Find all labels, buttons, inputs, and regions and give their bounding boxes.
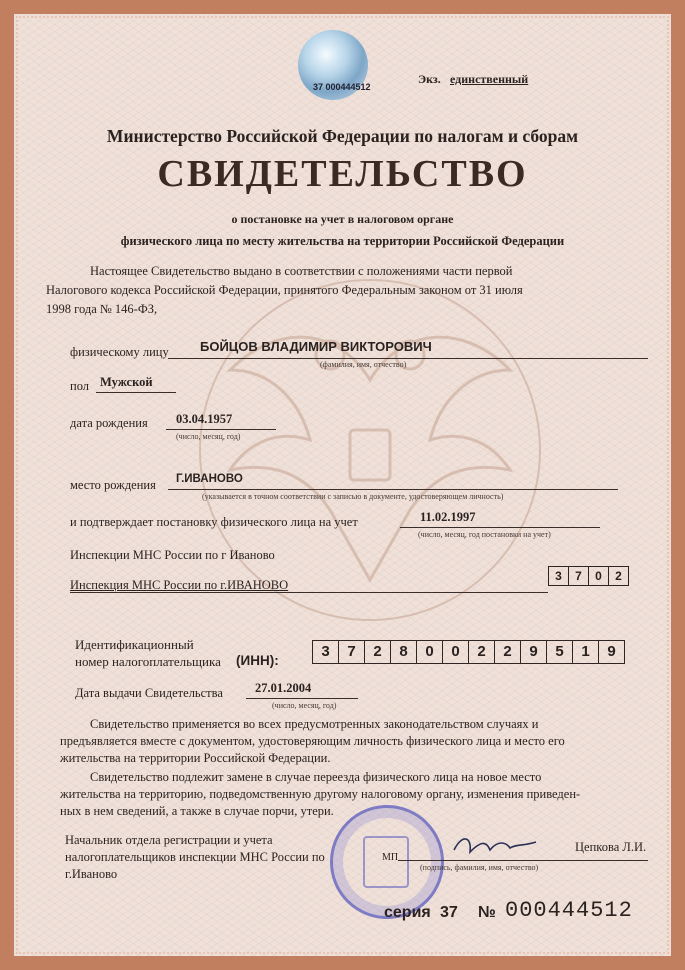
copy-value: единственный [450, 72, 529, 86]
inn-digit: 0 [443, 641, 469, 663]
inn-box [312, 640, 625, 664]
number-label: № [478, 904, 496, 921]
inn-label-3: (ИНН): [236, 653, 279, 668]
inspection-code-digit: 0 [589, 567, 609, 585]
inspection-code-box [548, 566, 629, 586]
inspection-underline [70, 592, 548, 593]
inspection-code-digit: 7 [569, 567, 589, 585]
person-label: физическому лицу [70, 345, 169, 359]
registration-value: 11.02.1997 [420, 510, 476, 524]
document-title: СВИДЕТЕЛЬСТВО [157, 153, 528, 195]
paragraph-2-line-1: Свидетельство подлежит замене в случае переезда физического лица на новое место [90, 770, 542, 784]
registration-label: и подтверждает постановку физического лица на учет [70, 515, 358, 529]
person-underline [168, 358, 648, 359]
series-label: серия [384, 904, 431, 921]
inn-digit: 3 [313, 641, 339, 663]
intro-line-2: Налогового кодекса Российской Федерации, принятого Федеральным законом от 31 июля [46, 283, 523, 297]
inspection-code-digit: 2 [615, 569, 622, 583]
inn-digit: 8 [391, 641, 417, 663]
issue-date-value: 27.01.2004 [255, 681, 312, 695]
paragraph-2-line-3: ных в нем сведений, а также в случае порчи, утери. [60, 804, 334, 818]
inn-digit: 2 [469, 641, 495, 663]
signer-line-2: налогоплательщиков инспекции МНС России по [65, 850, 325, 864]
sex-underline [96, 392, 176, 393]
issue-date-label: Дата выдачи Свидетельства [75, 686, 223, 700]
birth-date-underline [166, 429, 276, 430]
sex-value: Мужской [100, 375, 153, 389]
sex-label: пол [70, 379, 90, 393]
registration-underline [400, 527, 600, 528]
inn-digit: 2 [495, 641, 521, 663]
inn-digit: 9 [521, 641, 547, 663]
birth-place-underline [168, 489, 618, 490]
registration-caption: (число, месяц, год постановки на учет) [418, 530, 551, 539]
paragraph-1-line-2: предъявляется вместе с документом, удостоверяющим личность физического лица и место его [60, 734, 565, 748]
series-value: 37 [440, 904, 458, 921]
birth-place-caption: (указывается в точном соответствии с записью в документе, удостоверяющем личность) [202, 492, 504, 501]
birth-date-value: 03.04.1957 [176, 412, 233, 426]
inn-digit: 9 [607, 643, 616, 660]
signer-name: Цепкова Л.И. [575, 840, 647, 854]
mp-label: МП [382, 852, 399, 863]
issue-date-caption: (число, месяц, год) [272, 701, 337, 710]
person-name: БОЙЦОВ ВЛАДИМИР ВИКТОРОВИЧ [200, 339, 432, 354]
paragraph-2-line-2: жительства на территорию, подведомственную другому налоговому органу, изменения приведен- [60, 787, 581, 801]
inn-label-1: Идентификационный [75, 637, 194, 652]
intro-line-3: 1998 года № 146-ФЗ, [46, 302, 158, 316]
inn-digit: 1 [573, 641, 599, 663]
intro-line-1: Настоящее Свидетельство выдано в соответствии с положениями части первой [90, 264, 513, 278]
inn-digit: 5 [547, 641, 573, 663]
ministry-name: Министерство Российской Федерации по налогам и сборам [106, 126, 579, 146]
hologram-number: 37 000444512 [313, 82, 371, 92]
birth-date-caption: (число, месяц, год) [176, 432, 241, 441]
person-caption: (фамилия, имя, отчество) [320, 360, 407, 369]
subtitle-line-2: физического лица по месту жительства на территории Российской Федерации [120, 234, 565, 248]
inspection-line-2: Инспекция МНС России по г.ИВАНОВО [70, 578, 289, 592]
subtitle-line-1: о постановке на учет в налоговом органе [231, 212, 454, 226]
document-number: 000444512 [505, 898, 633, 923]
signer-line-1: Начальник отдела регистрации и учета [65, 833, 273, 847]
inspection-line-1: Инспекции МНС России по г Иваново [70, 548, 275, 562]
birth-place-label: место рождения [70, 478, 156, 492]
handwritten-signature [450, 828, 540, 862]
inn-digit: 2 [365, 641, 391, 663]
birth-place-value: Г.ИВАНОВО [176, 473, 243, 485]
birth-date-label: дата рождения [70, 416, 148, 430]
signature-caption: (подпись, фамилия, имя, отчество) [420, 863, 539, 872]
copy-label: Экз. [418, 72, 441, 86]
inn-digit: 0 [417, 641, 443, 663]
paragraph-1-line-1: Свидетельство применяется во всех предусмотренных законодательством случаях и [90, 717, 539, 731]
inn-label-2: номер налогоплательщика [75, 654, 221, 669]
paragraph-1-line-3: жительства на территории Российской Федерации. [60, 751, 331, 765]
signer-line-3: г.Иваново [65, 867, 118, 881]
inn-digit: 7 [339, 641, 365, 663]
inspection-code-digit: 3 [549, 567, 569, 585]
issue-date-underline [246, 698, 358, 699]
